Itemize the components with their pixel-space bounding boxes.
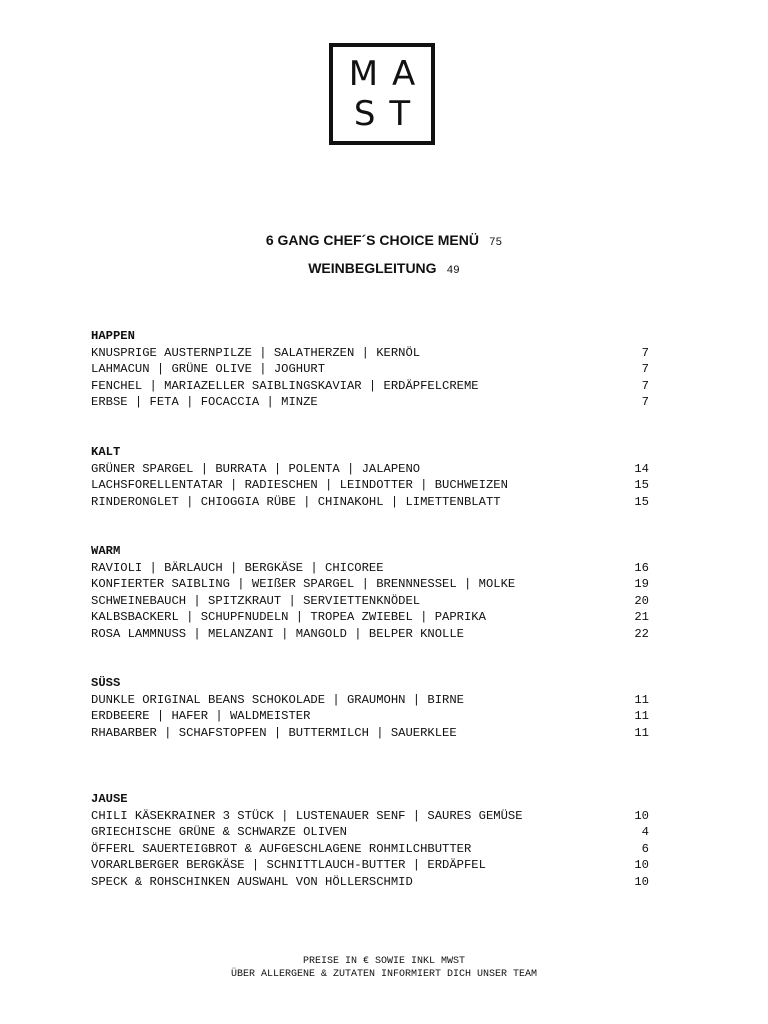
item-price: 16	[634, 560, 649, 575]
item-name: SCHWEINEBAUCH | SPITZKRAUT | SERVIETTENKNÖDEL	[91, 593, 421, 608]
item-price: 11	[634, 709, 649, 723]
menu-item	[91, 626, 649, 643]
item-price: 10	[634, 808, 649, 823]
item-price: 7	[641, 395, 649, 409]
item-name: FENCHEL | MARIAZELLER SAIBLINGSKAVIAR | ERDÄPFELCREME	[91, 378, 479, 393]
section-suess	[91, 675, 649, 741]
menu-item	[91, 824, 649, 841]
item-name: ERDBEERE | HAFER | WALDMEISTER	[91, 709, 311, 723]
menu-item	[91, 461, 649, 478]
chef-menu-title: 6 GANG CHEF´S CHOICE MENÜ	[265, 232, 479, 248]
menu-item	[91, 394, 649, 411]
item-name: RINDERONGLET | CHIOGGIA RÜBE | CHINAKOHL | LIMETTENBLATT	[91, 494, 501, 509]
menu-item	[91, 692, 649, 709]
section-title: WARM	[91, 544, 121, 558]
item-name: GRIECHISCHE GRÜNE & SCHWARZE OLIVEN	[91, 825, 347, 839]
menu-item	[91, 725, 649, 742]
item-name: KNUSPRIGE AUSTERNPILZE | SALATHERZEN | KERNÖL	[91, 345, 421, 360]
item-name: VORARLBERGER BERGKÄSE | SCHNITTLAUCH-BUTTER | ERDÄPFEL	[91, 858, 486, 872]
item-price: 14	[634, 461, 649, 476]
menu-item	[91, 378, 649, 395]
logo-line-1: MA	[348, 54, 430, 94]
section-warm	[91, 543, 649, 642]
item-price: 7	[641, 362, 649, 376]
menu-item	[91, 576, 649, 593]
item-name: GRÜNER SPARGEL | BURRATA | POLENTA | JALAPENO	[91, 461, 421, 476]
menu-item	[91, 494, 649, 511]
item-name: ERBSE | FETA | FOCACCIA | MINZE	[91, 395, 318, 409]
chef-menu-headline	[0, 232, 768, 249]
menu-item	[91, 708, 649, 725]
item-name: LAHMACUN | GRÜNE OLIVE | JOGHURT	[91, 362, 326, 376]
section-kalt	[91, 444, 649, 510]
menu-item	[91, 841, 649, 858]
item-price: 10	[634, 874, 649, 889]
menu-item	[91, 345, 649, 362]
footer-line-1: PREISE IN € SOWIE INKL MWST	[302, 956, 466, 967]
item-price: 7	[641, 345, 649, 360]
item-name: ROSA LAMMNUSS | MELANZANI | MANGOLD | BELPER KNOLLE	[91, 626, 464, 641]
wine-pairing-price: 49	[446, 265, 460, 277]
section-title: JAUSE	[91, 792, 128, 806]
section-happen	[91, 328, 649, 411]
footer-note	[0, 955, 768, 981]
item-name: SPECK & ROHSCHINKEN AUSWAHL VON HÖLLERSCHMID	[91, 874, 413, 889]
item-name: DUNKLE ORIGINAL BEANS SCHOKOLADE | GRAUMOHN | BIRNE	[91, 692, 464, 707]
menu-item	[91, 874, 649, 891]
wine-pairing-headline	[0, 260, 768, 277]
menu-item	[91, 361, 649, 378]
section-title: KALT	[91, 445, 121, 459]
chef-menu-price: 75	[488, 237, 503, 249]
item-name: KONFIERTER SAIBLING | WEIßER SPARGEL | BRENNNESSEL | MOLKE	[91, 577, 516, 591]
item-price: 15	[634, 494, 649, 509]
item-price: 4	[641, 825, 649, 839]
section-jause	[91, 791, 649, 890]
menu-item	[91, 477, 649, 494]
menu-item	[91, 609, 649, 626]
menu-item	[91, 808, 649, 825]
item-price: 20	[634, 593, 649, 608]
section-title: HAPPEN	[91, 329, 135, 343]
item-price: 7	[641, 378, 649, 393]
menu-item	[91, 857, 649, 874]
item-price: 10	[634, 858, 649, 872]
item-price: 11	[634, 725, 649, 740]
item-price: 6	[641, 841, 649, 856]
item-price: 21	[634, 610, 649, 624]
logo-line-2: ST	[353, 94, 425, 134]
mast-logo	[329, 43, 435, 145]
footer-line-2: ÜBER ALLERGENE & ZUTATEN INFORMIERT DICH UNSER TEAM	[230, 969, 538, 980]
item-name: ÖFFERL SAUERTEIGBROT & AUFGESCHLAGENE ROHMILCHBUTTER	[91, 841, 472, 856]
menu-item	[91, 560, 649, 577]
item-name: RHABARBER | SCHAFSTOPFEN | BUTTERMILCH | SAUERKLEE	[91, 725, 457, 740]
item-price: 19	[634, 577, 649, 591]
item-name: LACHSFORELLENTATAR | RADIESCHEN | LEINDOTTER | BUCHWEIZEN	[91, 478, 508, 492]
item-name: CHILI KÄSEKRAINER 3 STÜCK | LUSTENAUER SENF | SAURES GEMÜSE	[91, 808, 523, 823]
wine-pairing-title: WEINBEGLEITUNG	[308, 260, 437, 276]
item-price: 11	[634, 692, 649, 707]
item-price: 22	[634, 626, 649, 641]
section-title: SÜSS	[91, 676, 121, 690]
item-price: 15	[634, 478, 649, 492]
item-name: KALBSBACKERL | SCHUPFNUDELN | TROPEA ZWIEBEL | PAPRIKA	[91, 610, 486, 624]
item-name: RAVIOLI | BÄRLAUCH | BERGKÄSE | CHICOREE	[91, 560, 384, 575]
menu-item	[91, 593, 649, 610]
